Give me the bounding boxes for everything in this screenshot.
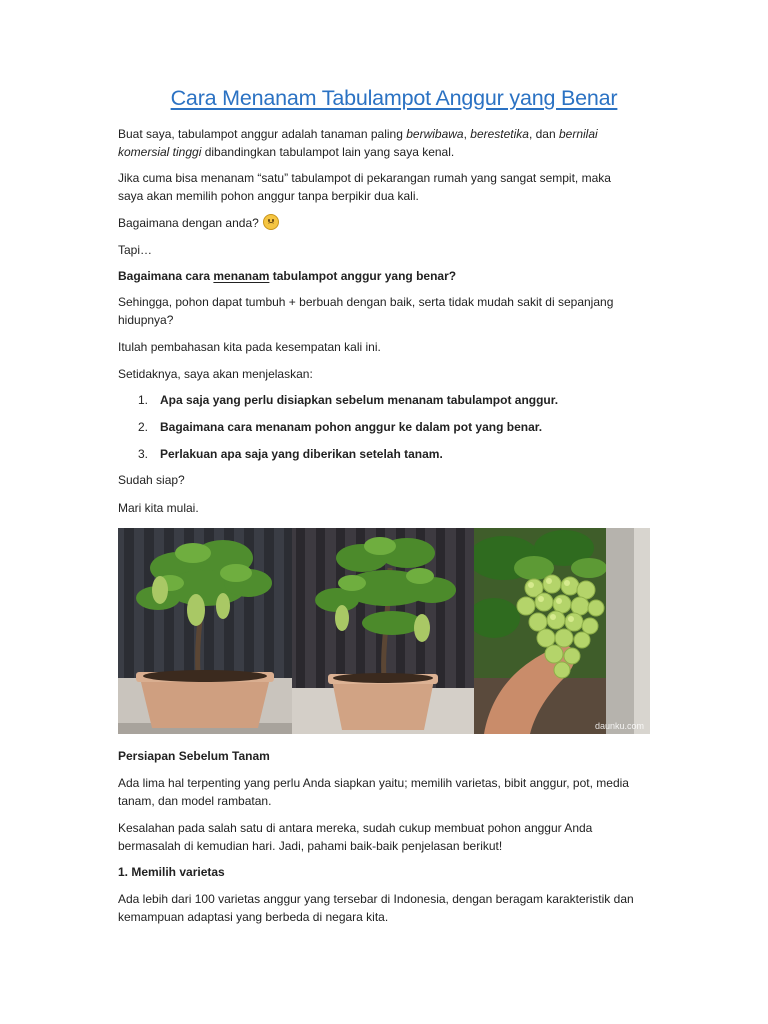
section-paragraph-3: Ada lebih dari 100 varietas anggur yang tersebar di Indonesia, dengan beragam karakteristik dan kemampuan adaptasi yang berbeda di negara kita.: [118, 892, 634, 924]
section-paragraph-2: Kesalahan pada salah satu di antara mereka, sudah cukup membuat pohon anggur Anda bermasalah di kemudian hari. Jadi, pahami baik-baik penjelasan berikut!: [118, 821, 593, 853]
list-number: 1.: [138, 393, 149, 407]
list-item: [118, 391, 638, 409]
list-number: 2.: [138, 420, 149, 434]
list-text: Bagaimana cara menanam pohon anggur ke dalam pot yang benar.: [160, 420, 543, 434]
sub-heading: 1. Memilih varietas: [118, 865, 225, 879]
grape-bunch-photo: [474, 528, 650, 734]
list-number: 3.: [138, 447, 149, 461]
potted-grape-photo-2: [292, 528, 474, 734]
section-paragraph-1: Ada lima hal terpenting yang perlu Anda siapkan yaitu; memilih varietas, bibit anggur, pot, media tanam, dan model rambatan.: [118, 776, 629, 808]
document-page: [118, 86, 644, 926]
intro-paragraph-3: Bagaimana dengan anda?: [118, 214, 638, 232]
intro-paragraph-6: Sehingga, pohon dapat tumbuh + berbuah dengan baik, serta tidak mudah sakit di sepanjang hidupnya?: [118, 295, 614, 327]
intro-paragraph-4: Tapi…: [118, 243, 153, 257]
topic-list: [118, 391, 638, 463]
section-heading: Persiapan Sebelum Tanam: [118, 749, 270, 763]
list-item: [118, 418, 638, 436]
intro-paragraph-7: Itulah pembahasan kita pada kesempatan kali ini.: [118, 340, 381, 354]
document-title[interactable]: Cara Menanam Tabulampot Anggur yang Benar: [170, 86, 618, 110]
after-list-paragraph-2: Mari kita mulai.: [118, 501, 199, 515]
list-text: Perlakuan apa saja yang diberikan setelah tanam.: [160, 447, 443, 461]
after-list-paragraph-1: Sudah siap?: [118, 473, 185, 487]
potted-grape-photo-1: [118, 528, 292, 734]
worried-face-icon: [263, 214, 279, 230]
grape-photo-strip: [118, 528, 650, 734]
intro-paragraph-1: Buat saya, tabulampot anggur adalah tanaman paling berwibawa, berestetika, dan bernilai komersial tinggi dibandingkan tabulampot lain yang saya kenal.: [118, 127, 598, 159]
list-item: [118, 445, 638, 463]
watermark-label: daunku.com: [594, 721, 644, 731]
question-heading: Bagaimana cara menanam tabulampot anggur yang benar?: [118, 269, 457, 283]
list-text: Apa saja yang perlu disiapkan sebelum menanam tabulampot anggur.: [160, 393, 559, 407]
intro-paragraph-8: Setidaknya, saya akan menjelaskan:: [118, 367, 313, 381]
intro-paragraph-2: Jika cuma bisa menanam “satu” tabulampot di pekarangan rumah yang sangat sempit, maka saya akan memilih pohon anggur tanpa berpikir dua kali.: [118, 171, 611, 203]
